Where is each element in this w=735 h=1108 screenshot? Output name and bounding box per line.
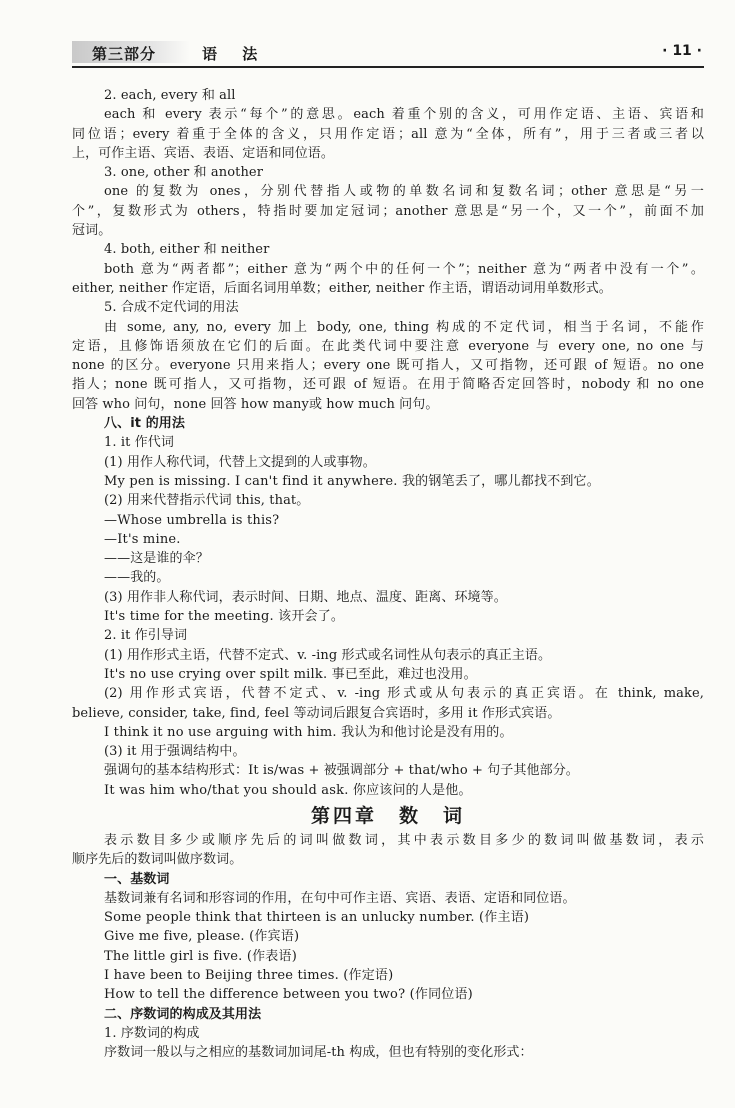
topic-label: 语 法 bbox=[202, 45, 268, 63]
paragraph-line: (1) 用作形式主语，代替不定式、v. -ing 形式或名词性从句表示的真正主语。 bbox=[104, 647, 552, 663]
paragraph-line: both 意为“两者都”；either 意为“两个中的任何一个”；neither 意为“两者中没有一个”。 bbox=[104, 261, 704, 277]
chapter-title: 第四章 数 词 bbox=[310, 804, 465, 827]
paragraph-line: (1) 用作人称代词，代替上文提到的人或事物。 bbox=[104, 454, 376, 470]
example-sentence: It's time for the meeting. 该开会了。 bbox=[104, 609, 345, 625]
example-sentence: Give me five, please. (作宾语) bbox=[104, 929, 300, 945]
example-sentence: Some people think that thirteen is an unlucky number. (作主语) bbox=[104, 910, 530, 926]
paragraph-line: 回答 who 问句，none 回答 how many或 how much 问句。 bbox=[72, 396, 439, 412]
page-number: · 11 · bbox=[662, 43, 702, 59]
page-header bbox=[72, 40, 704, 68]
page-body bbox=[72, 86, 704, 1063]
example-sentence: I have been to Beijing three times. (作定语) bbox=[104, 968, 394, 984]
paragraph-line: 基数词兼有名词和形容词的作用，在句中可作主语、宾语、表语、定语和同位语。 bbox=[104, 890, 576, 906]
paragraph-line: each 和 every 表示“每个”的意思。each 着重个别的含义，可用作定语、主语、宾语和 bbox=[104, 107, 704, 123]
example-sentence: My pen is missing. I can't find it anywhere. 我的钢笔丢了，哪儿都找不到它。 bbox=[104, 473, 600, 489]
paragraph-line: one 的复数为 ones，分别代替指人或物的单数名词和复数名词；other 意思是“另一 bbox=[104, 184, 704, 200]
paragraph-line: (2) 用来代替指示代词 this, that。 bbox=[104, 493, 310, 509]
example-sentence: The little girl is five. (作表语) bbox=[104, 948, 297, 964]
paragraph-line: 同位语；every 着重于全体的含义，只用作定语；all 意为“全体，所有”，用于三者或三者以 bbox=[72, 126, 704, 142]
section-heading: 二、序数词的构成及其用法 bbox=[104, 1006, 262, 1022]
subheading: 3. one, other 和 another bbox=[104, 165, 264, 181]
paragraph-line: 个”，复数形式为 others，特指时要加定冠词；another 意思是“另一个，又一个”，前面不加 bbox=[72, 203, 704, 219]
section-heading: 一、基数词 bbox=[104, 871, 170, 887]
paragraph-line: (3) it 用于强调结构中。 bbox=[104, 744, 246, 760]
paragraph-line: none 的区分。everyone 只用来指人；every one 既可指人，又可指物，还可跟 of 短语。no one bbox=[72, 358, 704, 374]
paragraph-line: 定语，且修饰语须放在它们的后面。在此类代词中要注意 everyone 与 every one, no one 与 bbox=[72, 338, 704, 354]
example-sentence: How to tell the difference between you two? (作同位语) bbox=[104, 987, 473, 1003]
paragraph-line: 序数词一般以与之相应的基数词加词尾-th 构成，但也有特别的变化形式： bbox=[104, 1045, 533, 1061]
paragraph-line: either, neither 作定语，后面名词用单数；either, neither 作主语，谓语动词用单数形式。 bbox=[72, 280, 612, 296]
paragraph-line: (3) 用作非人称代词，表示时间、日期、地点、温度、距离、环境等。 bbox=[104, 589, 507, 605]
subheading: 2. it 作引导词 bbox=[104, 628, 188, 644]
paragraph-line: 冠词。 bbox=[72, 223, 112, 239]
subheading: 1. it 作代词 bbox=[104, 435, 174, 451]
paragraph-line: believe, consider, take, find, feel 等动词后跟复合宾语时，多用 it 作形式宾语。 bbox=[72, 705, 561, 721]
subheading: 1. 序数词的构成 bbox=[104, 1025, 200, 1041]
paragraph-line: 表示数目多少或顺序先后的词叫做数词，其中表示数目多少的数词叫做基数词，表示 bbox=[104, 832, 704, 848]
section-heading: 八、it 的用法 bbox=[104, 416, 185, 432]
subheading: 2. each, every 和 all bbox=[104, 88, 236, 103]
paragraph-line: 顺序先后的数词叫做序数词。 bbox=[72, 852, 243, 868]
paragraph-line: 由 some, any, no, every 加上 body, one, thing 构成的不定代词，相当于名词，不能作 bbox=[104, 319, 704, 335]
paragraph-line: 上，可作主语、宾语、表语、定语和同位语。 bbox=[72, 145, 335, 161]
subheading: 4. both, either 和 neither bbox=[104, 242, 270, 258]
example-sentence: It's no use crying over spilt milk. 事已至此，难过也没用。 bbox=[104, 666, 477, 682]
example-translation: ——我的。 bbox=[104, 570, 170, 586]
paragraph-line: (2) 用作形式宾语，代替不定式、v. -ing 形式或从句表示的真正宾语。在 think, make, bbox=[104, 686, 704, 702]
example-translation: ——这是谁的伞？ bbox=[104, 551, 209, 567]
example-sentence: It was him who/that you should ask. 你应该问的人是他。 bbox=[104, 782, 472, 798]
paragraph-line: 强调句的基本结构形式：It is/was + 被强调部分 + that/who + 句子其他部分。 bbox=[104, 763, 579, 779]
paragraph-line: 指人；none 既可指人，又可指物，还可跟 of 短语。在用于简略否定回答时，nobody 和 no one bbox=[72, 377, 704, 393]
example-sentence: —Whose umbrella is this? bbox=[104, 512, 280, 528]
subheading: 5. 合成不定代词的用法 bbox=[104, 300, 239, 316]
section-label: 第三部分 bbox=[92, 45, 157, 63]
example-sentence: —It's mine. bbox=[104, 531, 181, 547]
example-sentence: I think it no use arguing with him. 我认为和他讨论是没有用的。 bbox=[104, 724, 513, 740]
